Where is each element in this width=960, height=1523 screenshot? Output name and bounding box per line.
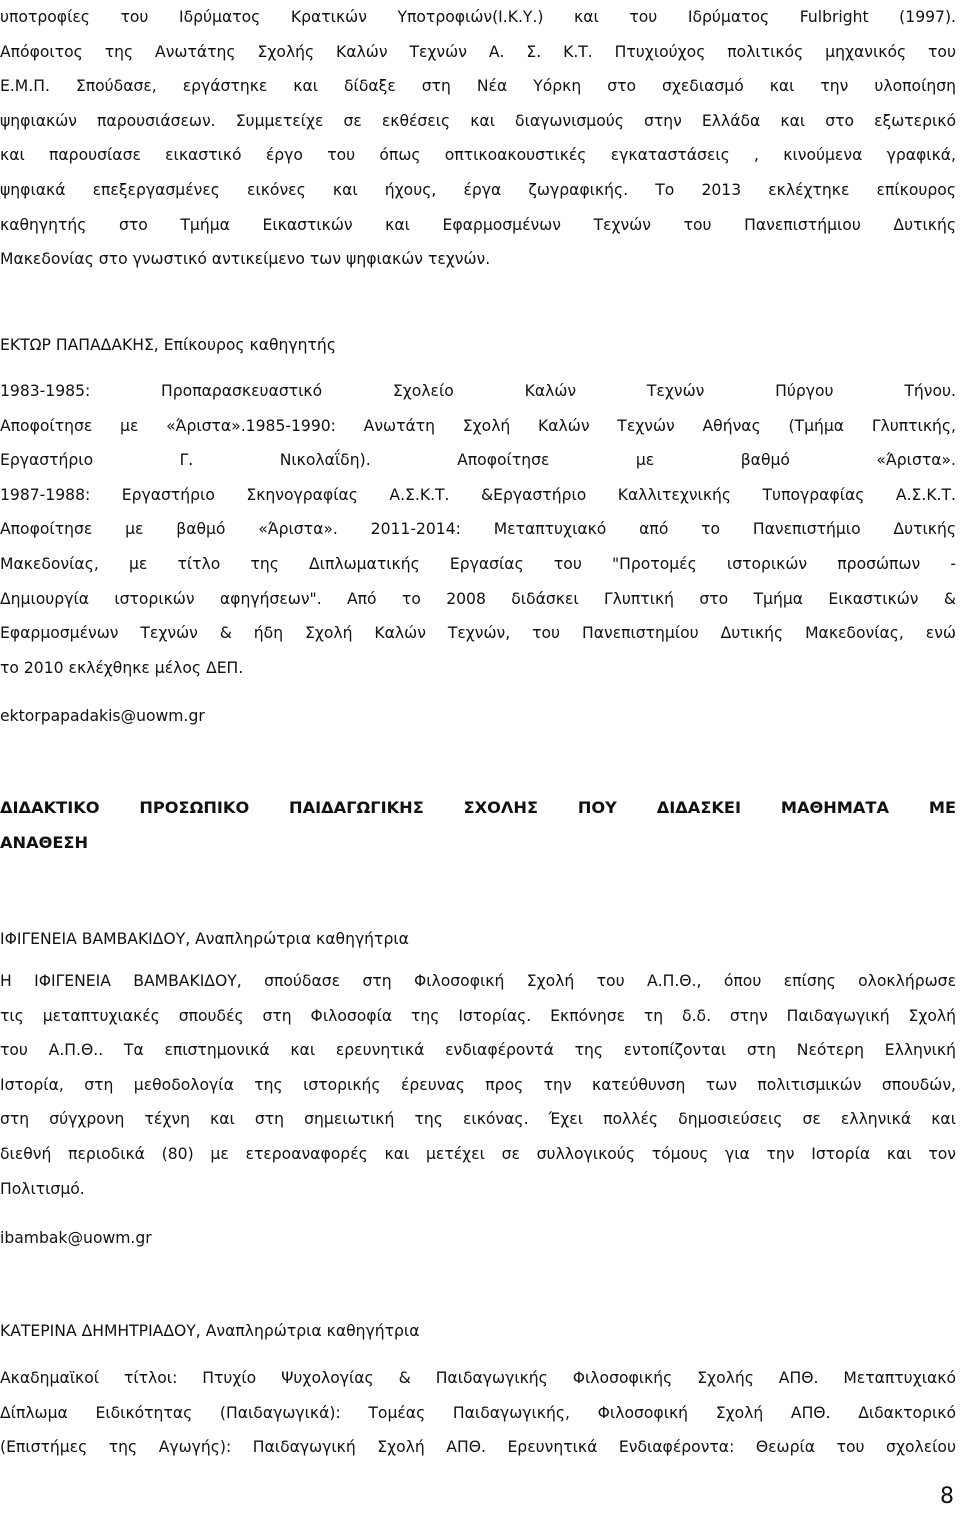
text-line: στη σύγχρονη τέχνη και στη σημειωτική της εικόνας. Έχει πολλές δημοσιεύσεις σε ελληνικά και bbox=[0, 1110, 956, 1129]
text-line: Απόφοιτος της Ανωτάτης Σχολής Καλών Τεχνών Α. Σ. Κ.Τ. Πτυχιούχος πολιτικός μηχανικός του bbox=[0, 42, 956, 61]
text-line: Δημιουργία ιστορικών αφηγήσεων". Από το 2008 διδάσκει Γλυπτική στο Τμήμα Εικαστικών & bbox=[0, 589, 956, 608]
text-line: υποτροφίες του Ιδρύματος Κρατικών Υποτροφιών(Ι.Κ.Υ.) και του Ιδρύματος Fulbright (1997). bbox=[0, 8, 956, 26]
papadakis-email[interactable]: ektorpapadakis@uowm.gr bbox=[0, 707, 205, 725]
vamvakidou-email[interactable]: ibambak@uowm.gr bbox=[0, 1229, 152, 1247]
dimitriadou-paragraph bbox=[0, 1361, 956, 1465]
text-line: Μακεδονίας στο γνωστικό αντικείμενο των ψηφιακών τεχνών. bbox=[0, 250, 491, 269]
text-line: το 2010 εκλέχθηκε μέλος ΔΕΠ. bbox=[0, 658, 244, 677]
papadakis-paragraph bbox=[0, 374, 956, 685]
vamvakidou-title: ΙΦΙΓΕΝΕΙΑ ΒΑΜΒΑΚΙΔΟΥ, Αναπληρώτρια καθηγήτρια bbox=[0, 930, 409, 948]
text-line: 1983-1985: Προπαρασκευαστικό Σχολείο Καλών Τεχνών Πύργου Τήνου. bbox=[0, 382, 956, 400]
text-line: Εργαστήριο Γ. Νικολαΐδη). Αποφοίτησε με βαθμό «Άριστα». bbox=[0, 451, 956, 470]
section-heading bbox=[0, 791, 956, 860]
text-line: καθηγητής στο Τμήμα Εικαστικών και Εφαρμοσμένων Τεχνών του Πανεπιστήμιου Δυτικής bbox=[0, 215, 956, 234]
vamvakidou-paragraph bbox=[0, 964, 956, 1206]
text-line: του Α.Π.Θ.. Τα επιστημονικά και ερευνητικά ενδιαφέροντά της εντοπίζονται στη Νεότερη Ελληνική bbox=[0, 1041, 956, 1060]
text-line: διεθνή περιοδικά (80) με ετεροαναφορές και μετέχει σε συλλογικούς τόμους για την Ιστορία και τον bbox=[0, 1144, 956, 1163]
page-number: 8 bbox=[940, 1484, 954, 1509]
papadakis-title: ΕΚΤΩΡ ΠΑΠΑΔΑΚΗΣ, Επίκουρος καθηγητής bbox=[0, 336, 336, 354]
intro-paragraph bbox=[0, 0, 956, 277]
text-line: Αποφοίτησε με βαθμό «Άριστα». 2011-2014: Μεταπτυχιακό από το Πανεπιστήμιο Δυτικής bbox=[0, 520, 956, 539]
text-line: τις μεταπτυχιακές σπουδές στη Φιλοσοφία της Ιστορίας. Εκπόνησε τη δ.δ. στην Παιδαγωγική Σχολή bbox=[0, 1006, 956, 1025]
section-heading-line: ΔΙΔΑΚΤΙΚΟ ΠΡΟΣΩΠΙΚΟ ΠΑΙΔΑΓΩΓΙΚΗΣ ΣΧΟΛΗΣ ΠΟΥ ΔΙΔΑΣΚΕΙ ΜΑΘΗΜΑΤΑ ΜΕ bbox=[0, 798, 956, 817]
text-line: (Επιστήμες της Αγωγής): Παιδαγωγική Σχολή ΑΠΘ. Ερευνητικά Ενδιαφέροντα: Θεωρία του σχολείου bbox=[0, 1438, 956, 1457]
dimitriadou-title: ΚΑΤΕΡΙΝΑ ΔΗΜΗΤΡΙΑΔΟΥ, Αναπληρώτρια καθηγήτρια bbox=[0, 1322, 420, 1340]
text-line: Η ΙΦΙΓΕΝΕΙΑ ΒΑΜΒΑΚΙΔΟΥ, σπούδασε στη Φιλοσοφική Σχολή του Α.Π.Θ., όπου επίσης ολοκλήρωσε bbox=[0, 972, 956, 990]
text-line: Ακαδημαϊκοί τίτλοι: Πτυχίο Ψυχολογίας & Παιδαγωγικής Φιλοσοφικής Σχολής ΑΠΘ. Μεταπτυχιακό bbox=[0, 1369, 956, 1387]
text-line: 1987-1988: Εργαστήριο Σκηνογραφίας Α.Σ.Κ.Τ. &Εργαστήριο Καλλιτεχνικής Τυπογραφίας Α.Σ.Κ.Τ. bbox=[0, 485, 956, 504]
section-heading-line: ΑΝΑΘΕΣΗ bbox=[0, 832, 89, 852]
text-line: ψηφιακά επεξεργασμένες εικόνες και ήχους, έργα ζωγραφικής. Το 2013 εκλέχτηκε επίκουρος bbox=[0, 180, 956, 199]
text-line: Μακεδονίας, με τίτλο της Διπλωματικής Εργασίας του "Προτομές ιστορικών προσώπων - bbox=[0, 554, 956, 573]
text-line: Αποφοίτησε με «Άριστα».1985-1990: Ανωτάτη Σχολή Καλών Τεχνών Αθήνας (Τμήμα Γλυπτικής, bbox=[0, 416, 956, 435]
text-line: ψηφιακών παρουσιάσεων. Συμμετείχε σε εκθέσεις και διαγωνισμούς στην Ελλάδα και στο εξωτερικό bbox=[0, 111, 956, 130]
text-line: Δίπλωμα Ειδικότητας (Παιδαγωγικά): Τομέας Παιδαγωγικής, Φιλοσοφική Σχολή ΑΠΘ. Διδακτορικό bbox=[0, 1403, 956, 1422]
text-line: Ιστορία, στη μεθοδολογία της ιστορικής έρευνας προς την κατεύθυνση των πολιτισμικών σπουδών, bbox=[0, 1075, 956, 1094]
text-line: Πολιτισμό. bbox=[0, 1179, 85, 1198]
text-line: Ε.Μ.Π. Σπούδασε, εργάστηκε και δίδαξε στη Νέα Υόρκη στο σχεδιασμό και την υλοποίηση bbox=[0, 77, 956, 96]
text-line: και παρουσίασε εικαστικό έργο του όπως οπτικοακουστικές εγκαταστάσεις , κινούμενα γραφικά, bbox=[0, 146, 956, 165]
text-line: Εφαρμοσμένων Τεχνών & ήδη Σχολή Καλών Τεχνών, του Πανεπιστημίου Δυτικής Μακεδονίας, ενώ bbox=[0, 624, 956, 643]
